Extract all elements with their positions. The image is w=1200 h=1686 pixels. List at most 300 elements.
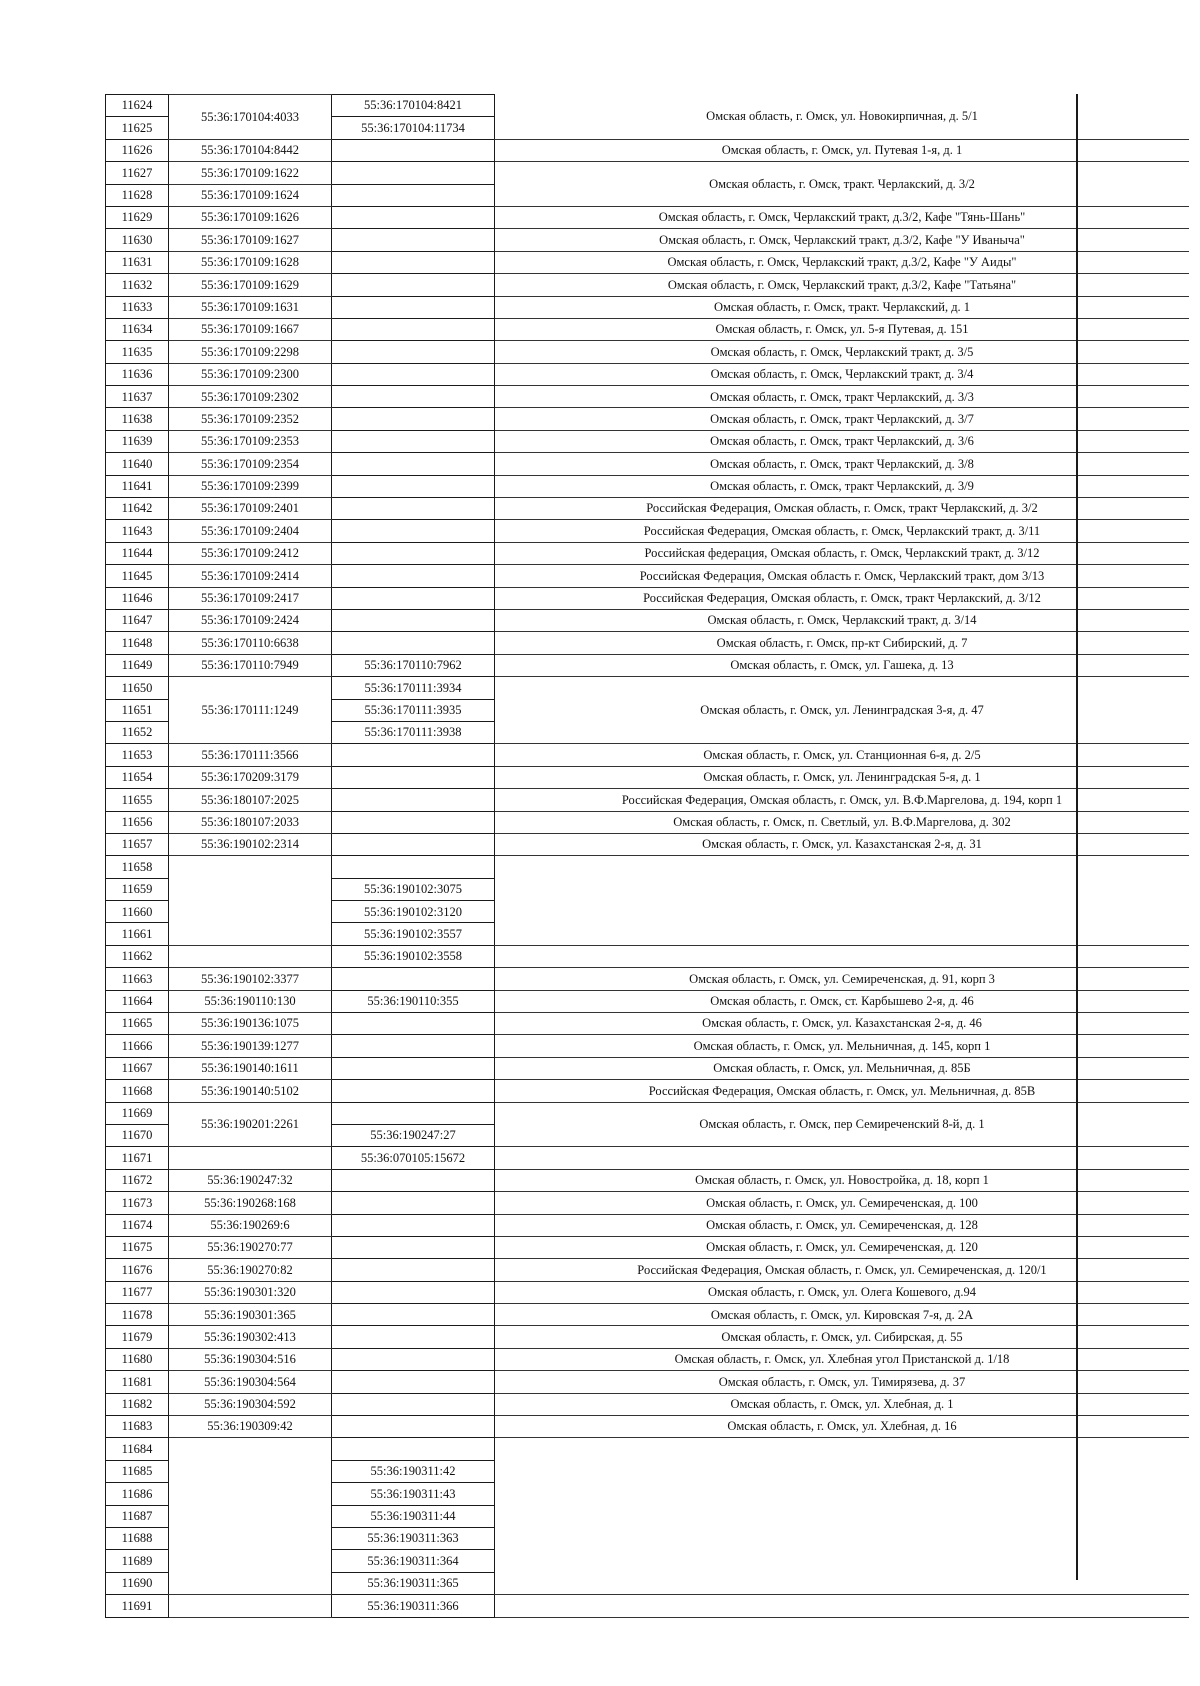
row-number: 11637: [106, 386, 169, 408]
cadastral-number: 55:36:170109:2353: [169, 430, 332, 452]
linked-cadastral-number: [332, 856, 495, 878]
cadastral-number: 55:36:170109:1667: [169, 318, 332, 340]
cadastral-number: 55:36:190201:2261: [169, 1102, 332, 1147]
linked-cadastral-number: [332, 833, 495, 855]
linked-cadastral-number: [332, 968, 495, 990]
cadastral-number: 55:36:170109:2352: [169, 408, 332, 430]
linked-cadastral-number: [332, 1304, 495, 1326]
cadastral-number: 55:36:170109:2399: [169, 475, 332, 497]
row-number: 11641: [106, 475, 169, 497]
linked-cadastral-number: [332, 229, 495, 251]
linked-cadastral-number: [332, 744, 495, 766]
linked-cadastral-number: 55:36:190311:44: [332, 1505, 495, 1527]
row-number: 11631: [106, 251, 169, 273]
cadastral-number: 55:36:170109:2302: [169, 386, 332, 408]
linked-cadastral-number: [332, 453, 495, 475]
row-number: 11629: [106, 206, 169, 228]
cadastral-number: 55:36:190102:3377: [169, 968, 332, 990]
linked-cadastral-number: 55:36:190102:3558: [332, 945, 495, 967]
linked-cadastral-number: [332, 408, 495, 430]
address: Омская область, г. Омск, Черлакский тракт, д. 3/5: [495, 341, 1190, 363]
cadastral-number: [169, 1147, 332, 1169]
cadastral-number: 55:36:190136:1075: [169, 1013, 332, 1035]
address: Омская область, г. Омск, ул. Семиреченская, д. 91, корп 3: [495, 968, 1190, 990]
table-row: [106, 565, 1190, 587]
table-row: [106, 386, 1190, 408]
linked-cadastral-number: [332, 789, 495, 811]
linked-cadastral-number: [332, 1348, 495, 1370]
row-number: 11626: [106, 139, 169, 161]
table-row: [106, 744, 1190, 766]
cadastral-number: 55:36:170109:1631: [169, 296, 332, 318]
linked-cadastral-number: [332, 162, 495, 184]
address: Российская Федерация, Омская область, г. Омск, тракт Черлакский, д. 3/12: [495, 587, 1190, 609]
row-number: 11666: [106, 1035, 169, 1057]
cadastral-number: 55:36:190268:168: [169, 1192, 332, 1214]
table-row: [106, 475, 1190, 497]
linked-cadastral-number: 55:36:170110:7962: [332, 654, 495, 676]
row-number: 11676: [106, 1259, 169, 1281]
cadastral-number: 55:36:170109:2424: [169, 609, 332, 631]
row-number: 11677: [106, 1281, 169, 1303]
linked-cadastral-number: 55:36:170111:3938: [332, 721, 495, 743]
table-row: [106, 95, 1190, 117]
row-number: 11638: [106, 408, 169, 430]
row-number: 11653: [106, 744, 169, 766]
linked-cadastral-number: [332, 1281, 495, 1303]
address: Омская область, г. Омск, пер Семиреченский 8-й, д. 1: [495, 1102, 1190, 1147]
address: Омская область, г. Омск, ул. Мельничная, д. 145, корп 1: [495, 1035, 1190, 1057]
row-number: 11655: [106, 789, 169, 811]
address: Омская область, г. Омск, ул. Семиреченская, д. 128: [495, 1214, 1190, 1236]
linked-cadastral-number: [332, 1035, 495, 1057]
cadastral-number: 55:36:190247:32: [169, 1169, 332, 1191]
cadastral-number: [169, 856, 332, 946]
row-number: 11689: [106, 1550, 169, 1572]
cadastral-number: 55:36:180107:2025: [169, 789, 332, 811]
linked-cadastral-number: [332, 1438, 495, 1460]
address: Омская область, г. Омск, пр-кт Сибирский, д. 7: [495, 632, 1190, 654]
linked-cadastral-number: [332, 520, 495, 542]
address: Омская область, г. Омск, ул. Семиреченская, д. 100: [495, 1192, 1190, 1214]
row-number: 11635: [106, 341, 169, 363]
row-number: 11681: [106, 1371, 169, 1393]
table-row: [106, 430, 1190, 452]
table-row: [106, 363, 1190, 385]
table-row: [106, 1326, 1190, 1348]
address: Омская область, г. Омск, ул. Ленинградская 5-я, д. 1: [495, 766, 1190, 788]
linked-cadastral-number: 55:36:190110:355: [332, 990, 495, 1012]
row-number: 11627: [106, 162, 169, 184]
linked-cadastral-number: 55:36:190102:3557: [332, 923, 495, 945]
row-number: 11684: [106, 1438, 169, 1460]
linked-cadastral-number: 55:36:070105:15672: [332, 1147, 495, 1169]
row-number: 11636: [106, 363, 169, 385]
cadastral-number: 55:36:190139:1277: [169, 1035, 332, 1057]
linked-cadastral-number: 55:36:190247:27: [332, 1124, 495, 1146]
table-row: [106, 968, 1190, 990]
table-row: [106, 654, 1190, 676]
linked-cadastral-number: [332, 274, 495, 296]
address: Омская область, г. Омск, ул. 5-я Путевая, д. 151: [495, 318, 1190, 340]
row-number: 11642: [106, 498, 169, 520]
address: Омская область, г. Омск, Черлакский тракт, д. 3/4: [495, 363, 1190, 385]
linked-cadastral-number: [332, 430, 495, 452]
linked-cadastral-number: [332, 1102, 495, 1124]
table-row: [106, 1371, 1190, 1393]
table-row: [106, 1169, 1190, 1191]
linked-cadastral-number: [332, 206, 495, 228]
table-row: [106, 1259, 1190, 1281]
cadastral-number: 55:36:170109:1628: [169, 251, 332, 273]
table-row: [106, 520, 1190, 542]
linked-cadastral-number: 55:36:170111:3934: [332, 677, 495, 699]
row-number: 11656: [106, 811, 169, 833]
linked-cadastral-number: [332, 811, 495, 833]
row-number: 11634: [106, 318, 169, 340]
table-row: [106, 1348, 1190, 1370]
row-number: 11660: [106, 901, 169, 923]
row-number: 11633: [106, 296, 169, 318]
row-number: 11683: [106, 1416, 169, 1438]
row-number: 11674: [106, 1214, 169, 1236]
cadastral-number: 55:36:190102:2314: [169, 833, 332, 855]
table-row: [106, 677, 1190, 699]
cadastral-number: 55:36:170109:2298: [169, 341, 332, 363]
row-number: 11624: [106, 95, 169, 117]
linked-cadastral-number: [332, 542, 495, 564]
row-number: 11662: [106, 945, 169, 967]
address: Омская область, г. Омск, Черлакский тракт, д.3/2, Кафе "У Иваныча": [495, 229, 1190, 251]
linked-cadastral-number: [332, 565, 495, 587]
row-number: 11654: [106, 766, 169, 788]
row-number: 11659: [106, 878, 169, 900]
cadastral-number: 55:36:170109:1624: [169, 184, 332, 206]
table-row: [106, 453, 1190, 475]
row-number: 11630: [106, 229, 169, 251]
row-number: 11690: [106, 1572, 169, 1594]
table-row: [106, 251, 1190, 273]
row-number: 11664: [106, 990, 169, 1012]
row-number: 11668: [106, 1080, 169, 1102]
row-number: 11673: [106, 1192, 169, 1214]
linked-cadastral-number: [332, 318, 495, 340]
cadastral-number: 55:36:170109:2300: [169, 363, 332, 385]
address: Омская область, г. Омск, тракт Черлакский, д. 3/8: [495, 453, 1190, 475]
row-number: 11639: [106, 430, 169, 452]
linked-cadastral-number: [332, 1080, 495, 1102]
linked-cadastral-number: [332, 386, 495, 408]
table-row: [106, 945, 1190, 967]
table-row: [106, 833, 1190, 855]
address: Омская область, г. Омск, Черлакский тракт, д.3/2, Кафе "Тянь-Шань": [495, 206, 1190, 228]
address: Омская область, г. Омск, Черлакский тракт, д. 3/14: [495, 609, 1190, 631]
address: [495, 856, 1190, 946]
row-number: 11640: [106, 453, 169, 475]
row-number: 11688: [106, 1528, 169, 1550]
row-number: 11649: [106, 654, 169, 676]
table-row: [106, 1147, 1190, 1169]
cadastral-number: 55:36:170109:1627: [169, 229, 332, 251]
cadastral-number: 55:36:180107:2033: [169, 811, 332, 833]
address: [495, 945, 1190, 967]
cadastral-number: [169, 1438, 332, 1595]
table-row: [106, 139, 1190, 161]
table-row: [106, 206, 1190, 228]
cadastral-number: 55:36:170109:2401: [169, 498, 332, 520]
cadastral-number: 55:36:170109:2354: [169, 453, 332, 475]
table-row: [106, 1192, 1190, 1214]
row-number: 11644: [106, 542, 169, 564]
cadastral-number: 55:36:190304:516: [169, 1348, 332, 1370]
cadastral-number: 55:36:170209:3179: [169, 766, 332, 788]
address: Омская область, г. Омск, ул. Гашека, д. 13: [495, 654, 1190, 676]
cadastral-number: 55:36:190301:365: [169, 1304, 332, 1326]
cadastral-table: [105, 94, 1189, 1618]
linked-cadastral-number: [332, 1393, 495, 1415]
row-number: 11647: [106, 609, 169, 631]
table-row: [106, 1236, 1190, 1258]
table-row: [106, 1035, 1190, 1057]
table-row: [106, 766, 1190, 788]
cadastral-number: 55:36:190301:320: [169, 1281, 332, 1303]
cadastral-number: 55:36:170109:1626: [169, 206, 332, 228]
address: Омская область, г. Омск, ул. Мельничная, д. 85Б: [495, 1057, 1190, 1079]
cadastral-number: 55:36:170111:3566: [169, 744, 332, 766]
linked-cadastral-number: [332, 363, 495, 385]
linked-cadastral-number: [332, 251, 495, 273]
linked-cadastral-number: [332, 632, 495, 654]
address: Российская Федерация, Омская область г. Омск, Черлакский тракт, дом 3/13: [495, 565, 1190, 587]
linked-cadastral-number: [332, 1371, 495, 1393]
cadastral-number: [169, 945, 332, 967]
row-number: 11646: [106, 587, 169, 609]
cadastral-number: 55:36:190270:82: [169, 1259, 332, 1281]
cadastral-number: 55:36:170109:1629: [169, 274, 332, 296]
row-number: 11650: [106, 677, 169, 699]
row-number: 11678: [106, 1304, 169, 1326]
address: Омская область, г. Омск, тракт Черлакский, д. 3/7: [495, 408, 1190, 430]
address: Омская область, г. Омск, ул. Казахстанская 2-я, д. 31: [495, 833, 1190, 855]
table-row: [106, 498, 1190, 520]
table-row: [106, 609, 1190, 631]
table-row: [106, 542, 1190, 564]
address: Омская область, г. Омск, ул. Ленинградская 3-я, д. 47: [495, 677, 1190, 744]
table-row: [106, 1080, 1190, 1102]
address: Омская область, г. Омск, тракт Черлакский, д. 3/9: [495, 475, 1190, 497]
address: Омская область, г. Омск, ул. Новокирпичная, д. 5/1: [495, 95, 1190, 140]
table-row: [106, 856, 1190, 878]
row-number: 11625: [106, 117, 169, 139]
row-number: 11675: [106, 1236, 169, 1258]
address: Российская Федерация, Омская область, г. Омск, ул. Мельничная, д. 85В: [495, 1080, 1190, 1102]
row-number: 11663: [106, 968, 169, 990]
cadastral-table-body: [106, 95, 1190, 1618]
cadastral-number: 55:36:170104:8442: [169, 139, 332, 161]
linked-cadastral-number: 55:36:190102:3075: [332, 878, 495, 900]
row-number: 11648: [106, 632, 169, 654]
table-row: [106, 632, 1190, 654]
row-number: 11658: [106, 856, 169, 878]
address: Омская область, г. Омск, ул. Станционная 6-я, д. 2/5: [495, 744, 1190, 766]
linked-cadastral-number: [332, 1192, 495, 1214]
row-number: 11665: [106, 1013, 169, 1035]
table-row: [106, 1438, 1190, 1460]
row-number: 11651: [106, 699, 169, 721]
address: Омская область, г. Омск, тракт. Черлакский, д. 3/2: [495, 162, 1190, 207]
address: [495, 1147, 1190, 1169]
address: Омская область, г. Омск, тракт Черлакский, д. 3/6: [495, 430, 1190, 452]
table-row: [106, 274, 1190, 296]
row-number: 11680: [106, 1348, 169, 1370]
address: Омская область, г. Омск, ул. Сибирская, д. 55: [495, 1326, 1190, 1348]
row-number: 11672: [106, 1169, 169, 1191]
address: Омская область, г. Омск, ул. Хлебная, д. 1: [495, 1393, 1190, 1415]
cadastral-number: 55:36:190140:5102: [169, 1080, 332, 1102]
linked-cadastral-number: [332, 766, 495, 788]
address: Российская Федерация, Омская область, г. Омск, ул. Семиреченская, д. 120/1: [495, 1259, 1190, 1281]
table-row: [106, 789, 1190, 811]
row-number: 11671: [106, 1147, 169, 1169]
linked-cadastral-number: 55:36:190311:365: [332, 1572, 495, 1594]
address: Омская область, г. Омск, ул. Казахстанская 2-я, д. 46: [495, 1013, 1190, 1035]
cadastral-number: 55:36:170109:2414: [169, 565, 332, 587]
address: Омская область, г. Омск, тракт. Черлакский, д. 1: [495, 296, 1190, 318]
linked-cadastral-number: 55:36:190102:3120: [332, 901, 495, 923]
row-number: 11643: [106, 520, 169, 542]
cadastral-number: 55:36:170109:2404: [169, 520, 332, 542]
linked-cadastral-number: [332, 139, 495, 161]
address: Омская область, г. Омск, ул. Семиреченская, д. 120: [495, 1236, 1190, 1258]
cadastral-number: 55:36:170109:2412: [169, 542, 332, 564]
address: Российская федерация, Омская область, г. Омск, Черлакский тракт, д. 3/12: [495, 542, 1190, 564]
row-number: 11645: [106, 565, 169, 587]
linked-cadastral-number: [332, 498, 495, 520]
table-row: [106, 587, 1190, 609]
row-number: 11685: [106, 1460, 169, 1482]
row-number: 11661: [106, 923, 169, 945]
row-number: 11686: [106, 1483, 169, 1505]
table-row: [106, 1595, 1190, 1617]
address: Омская область, г. Омск, ул. Хлебная угол Пристанской д. 1/18: [495, 1348, 1190, 1370]
linked-cadastral-number: [332, 296, 495, 318]
address: Омская область, г. Омск, ул. Кировская 7-я, д. 2А: [495, 1304, 1190, 1326]
address: Омская область, г. Омск, п. Светлый, ул. В.Ф.Маргелова, д. 302: [495, 811, 1190, 833]
table-row: [106, 1304, 1190, 1326]
row-number: 11652: [106, 721, 169, 743]
address: Омская область, г. Омск, ул. Путевая 1-я, д. 1: [495, 139, 1190, 161]
linked-cadastral-number: [332, 1013, 495, 1035]
cadastral-number: 55:36:170111:1249: [169, 677, 332, 744]
cadastral-number: 55:36:190304:564: [169, 1371, 332, 1393]
row-number: 11632: [106, 274, 169, 296]
cadastral-number: 55:36:190304:592: [169, 1393, 332, 1415]
row-number: 11669: [106, 1102, 169, 1124]
address: Омская область, г. Омск, тракт Черлакский, д. 3/3: [495, 386, 1190, 408]
linked-cadastral-number: [332, 341, 495, 363]
cadastral-number: 55:36:190140:1611: [169, 1057, 332, 1079]
cadastral-number: 55:36:170109:2417: [169, 587, 332, 609]
table-row: [106, 1013, 1190, 1035]
linked-cadastral-number: 55:36:190311:42: [332, 1460, 495, 1482]
row-number: 11670: [106, 1124, 169, 1146]
address: Омская область, г. Омск, Черлакский тракт, д.3/2, Кафе "Татьяна": [495, 274, 1190, 296]
cadastral-number: 55:36:190270:77: [169, 1236, 332, 1258]
table-row: [106, 341, 1190, 363]
row-number: 11657: [106, 833, 169, 855]
address: Омская область, г. Омск, ул. Олега Кошевого, д.94: [495, 1281, 1190, 1303]
table-row: [106, 1057, 1190, 1079]
address: Российская Федерация, Омская область, г. Омск, тракт Черлакский, д. 3/2: [495, 498, 1190, 520]
linked-cadastral-number: 55:36:170104:11734: [332, 117, 495, 139]
table-row: [106, 1416, 1190, 1438]
linked-cadastral-number: [332, 1259, 495, 1281]
row-number: 11682: [106, 1393, 169, 1415]
cadastral-number: 55:36:190309:42: [169, 1416, 332, 1438]
row-number: 11687: [106, 1505, 169, 1527]
table-row: [106, 1393, 1190, 1415]
cadastral-number: 55:36:170110:6638: [169, 632, 332, 654]
table-row: [106, 990, 1190, 1012]
address: Российская Федерация, Омская область, г. Омск, ул. В.Ф.Маргелова, д. 194, корп 1: [495, 789, 1190, 811]
table-row: [106, 318, 1190, 340]
address: Омская область, г. Омск, ул. Хлебная, д. 16: [495, 1416, 1190, 1438]
row-number: 11679: [106, 1326, 169, 1348]
linked-cadastral-number: [332, 609, 495, 631]
cadastral-number: 55:36:170104:4033: [169, 95, 332, 140]
linked-cadastral-number: [332, 1326, 495, 1348]
table-right-border: [1076, 94, 1078, 1580]
table-row: [106, 296, 1190, 318]
table-row: [106, 811, 1190, 833]
linked-cadastral-number: [332, 1057, 495, 1079]
linked-cadastral-number: [332, 1236, 495, 1258]
cadastral-number: 55:36:190269:6: [169, 1214, 332, 1236]
linked-cadastral-number: 55:36:190311:43: [332, 1483, 495, 1505]
linked-cadastral-number: 55:36:190311:363: [332, 1528, 495, 1550]
cadastral-number: 55:36:170109:1622: [169, 162, 332, 184]
linked-cadastral-number: [332, 1169, 495, 1191]
table-row: [106, 162, 1190, 184]
table-row: [106, 1102, 1190, 1124]
cadastral-number: 55:36:170110:7949: [169, 654, 332, 676]
linked-cadastral-number: 55:36:190311:364: [332, 1550, 495, 1572]
row-number: 11628: [106, 184, 169, 206]
cadastral-number: [169, 1595, 332, 1617]
table-row: [106, 1214, 1190, 1236]
address: Омская область, г. Омск, ст. Карбышево 2-я, д. 46: [495, 990, 1190, 1012]
linked-cadastral-number: [332, 1214, 495, 1236]
address: Омская область, г. Омск, Черлакский тракт, д.3/2, Кафе "У Аиды": [495, 251, 1190, 273]
address: [495, 1595, 1190, 1617]
address: [495, 1438, 1190, 1595]
linked-cadastral-number: [332, 1416, 495, 1438]
address: Омская область, г. Омск, ул. Тимирязева, д. 37: [495, 1371, 1190, 1393]
address: Российская Федерация, Омская область, г. Омск, Черлакский тракт, д. 3/11: [495, 520, 1190, 542]
cadastral-number: 55:36:190110:130: [169, 990, 332, 1012]
linked-cadastral-number: [332, 184, 495, 206]
linked-cadastral-number: [332, 475, 495, 497]
linked-cadastral-number: 55:36:170111:3935: [332, 699, 495, 721]
linked-cadastral-number: 55:36:190311:366: [332, 1595, 495, 1617]
row-number: 11667: [106, 1057, 169, 1079]
table-row: [106, 408, 1190, 430]
table-row: [106, 229, 1190, 251]
address: Омская область, г. Омск, ул. Новостройка, д. 18, корп 1: [495, 1169, 1190, 1191]
linked-cadastral-number: 55:36:170104:8421: [332, 95, 495, 117]
row-number: 11691: [106, 1595, 169, 1617]
linked-cadastral-number: [332, 587, 495, 609]
